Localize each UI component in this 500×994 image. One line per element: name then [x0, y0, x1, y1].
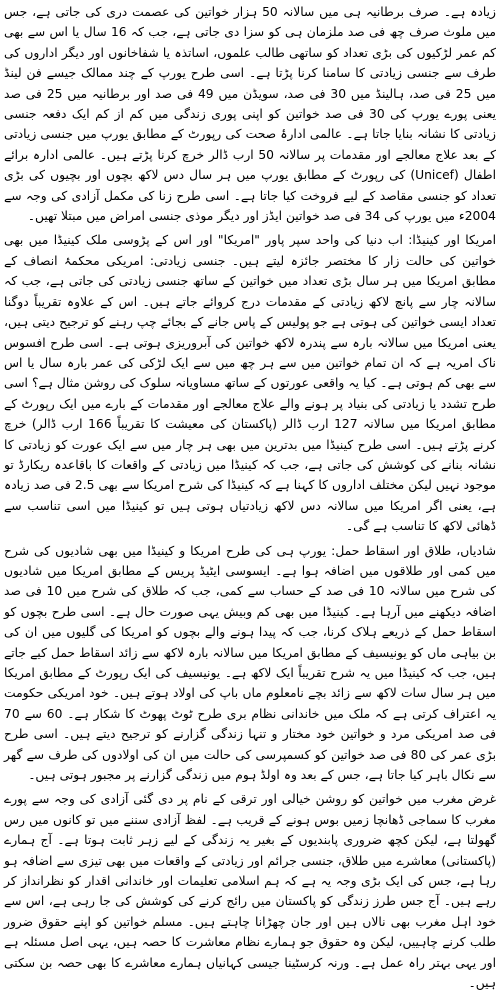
article-paragraph-conclusion: غرض مغرب میں خواتین کو روشن خیالی اور ترقی کے نام پر دی گئی آزادی کی وجہ سے پورے مغرب کا سماجی ڈھانچا زمیں بوس ہونے کے قریب ہے۔ لفظ آزادی سننے میں تو کانوں میں رس گھولتا ہے، لیکن کچھ ضروری پابندیوں کے بغیر یہ زندگی کے لیے زہر ثابت ہوتا ہے۔ آج ہمارے (پاکستانی) معاشرے میں طلاق، جنسی جرائم اور زیادتی کے واقعات میں بھی تیزی سے اضافہ ہو رہا ہے، جس کی ایک بڑی وجہ یہ ہے کہ ہم اسلامی تعلیمات اور خاندانی اقدار کو نظرانداز کر رہے ہیں۔ آج جس طرز زندگی کو پاکستان میں رائج کرنے کی کوشش کی جا رہی ہے، اس سے خود اہل مغرب بھی نالاں ہیں اور جان چھڑانا چاہتے ہیں۔ مسلم خواتین کو اپنے حقوق ضرور طلب کرنے چاہییں، لیکن وہ حقوق جو ہمارے نظام معاشرت کا حصہ ہیں، یہی اصل مسئلہ ہے اور یہی بہتر راہ عمل ہے۔ ورنہ کرسٹینا جیسی کہانیاں ہمارے معاشرے کا بھی حصہ بن سکتی ہیں۔ — [4, 792, 496, 991]
article-paragraph-europe-statistics: زیادہ ہے۔ صرف برطانیہ ہی میں سالانہ 50 ہزار خواتین کی عصمت دری کی جاتی ہے، جس میں ملوث صرف چھ فی صد ملزمان ہی کو سزا دی جاتی ہے، جب کہ 16 سال یا اس سے بھی کم عمر لڑکیوں کی بڑی تعداد کو ساتھی طالب علموں، اساتذہ یا شفاخانوں اور دیگر اداروں کی طرف سے جنسی زیادتی کا سامنا کرنا پڑتا ہے۔ اسی طرح یورپ کے چند ممالک جیسے فن لینڈ میں 25 فی صد، ہالینڈ میں 30 فی صد، سویڈن میں 49 فی صد اور برطانیہ میں 25 فی صد یعنی پورے یورپ کی 30 فی صد خواتین کو اپنی پوری زندگی میں کم از کم ایک دفعہ جنسی زیادتی کا نشانہ بنایا جاتا ہے۔ عالمی ادارۂ صحت کی رپورٹ کے مطابق یورپ میں جنسی زیادتی کے بعد علاج معالجے اور مقدمات پر سالانہ 50 ارب ڈالر خرچ کرنا پڑتے ہیں۔ عالمی ادارہ برائے اطفال (Unicef) کی رپورٹ کے مطابق یورپ میں ہر سال دس لاکھ بچوں اور بچیوں کی بڑی تعداد کو جنسی مقاصد کے لیے فروخت کیا جاتا ہے۔ اسی طرح زنا کی مکمل آزادی کی وجہ سے 2004ء میں یورپ کی 34 فی صد خواتین ایڈز اور دیگر موذی جنسی امراض میں مبتلا تھیں۔ — [4, 5, 496, 224]
article-paragraph-america-canada: امریکا اور کینیڈا: اب دنیا کی واحد سپر پاور "امریکا" اور اس کے پڑوسی ملک کینیڈا میں بھی خواتین کی حالت زار کا مختصر جائزہ لیتے ہیں۔ جنسی زیادتی: امریکی محکمۂ انصاف کے مطابق امریکا میں ہر سال بڑی تعداد میں خواتین کے ساتھ جنسی زیادتی کی جاتی ہے، جب کہ سالانہ چار سے پانچ لاکھ زیادتی کے مقدمات درج کروائے جاتے ہیں۔ اس کے علاوہ تقریباً دوگنا تعداد ایسی خواتین کی ہوتی ہے جو پولیس کے پاس جانے کے بجائے چپ رہنے کو ترجیح دیتی ہیں، یعنی امریکا میں سالانہ بارہ سے پندرہ لاکھ خواتین کی آبروریزی ہوتی ہے۔ اسی طرح افسوس ناک امریہ ہے کہ ان تمام خواتین میں سے ہر چھ میں سے ایک لڑکی کی عمر بارہ سال یا اس سے بھی کم ہوتی ہے۔ کیا یہ واقعی عورتوں کے ساتھ مساویانہ سلوک کی روشن مثال ہے؟ اسی طرح تشدد یا زیادتی کی بنیاد پر ہونے والے علاج معالجے اور مقدمات کے بارے میں ایک رپورٹ کے مطابق امریکا میں سالانہ 127 ارب ڈالر (پاکستان کی معیشت کا تقریباً 166 ارب ڈالر) خرچ کرنے پڑتے ہیں۔ اسی طرح کینیڈا میں بدترین میں بھی ہر چار میں سے ایک عورت کو زیادتی کا نشانہ بنانے کی کوشش کی جاتی ہے، جب کہ کینیڈا میں زیادتی کے واقعات کا باقاعدہ ریکارڈ تو موجود نہیں لیکن مختلف اداروں کا کہنا ہے کہ کینیڈا کی شرح امریکا سے بھی 2.5 فی صد زیادہ ہے، یعنی اگر امریکا میں سالانہ دس لاکھ زیادتیاں ہوتی ہیں تو کینیڈا میں اسی تناسب سے ڈھائی لاکھ کا تناسب ہے گی۔ — [4, 233, 496, 534]
article-paragraph-marriage-divorce: شادیاں، طلاق اور اسقاط حمل: یورپ ہی کی طرح امریکا و کینیڈا میں بھی شادیوں کی شرح میں کمی اور طلاقوں میں اضافہ ہوا ہے۔ ایسوسی ایٹیڈ پریس کے مطابق امریکا میں شادیوں کی شرح میں سالانہ 10 فی صد کے حساب سے کمی، جب کہ طلاق کی شرح میں 10 فی صد اضافہ دیکھنے میں آرہا ہے۔ کینیڈا میں بھی کم وبیش یہی صورت حال ہے۔ اسی طرح بچوں کو اسقاط حمل کے ذریعے ہلاک کرنا، جب کہ پیدا ہونے والے بچوں کو امریکا کی گلیوں میں ان کی بن بیاہی ماں کو یونیسیف کے مطابق امریکا میں سالانہ بارہ لاکھ سے زائد اسقاط حمل کیے جاتے ہیں، جب کہ کینیڈا میں یہ شرح تقریباً ایک لاکھ ہے۔ یونیسیف کی ایک رپورٹ کے مطابق امریکا میں ہر سال سات لاکھ سے زائد بچے نامعلوم ماں باپ کی اولاد ہوتے ہیں۔ خود امریکی حکومت یہ اعتراف کرتی ہے کہ ملک میں خاندانی نظام بری طرح ٹوٹ پھوٹ کا شکار ہے۔ 60 سے 70 فی صد امریکی مرد و خواتین خود مختار و تنہا زندگی گزارنے کو ترجیح دیتے ہیں۔ اسی طرح بڑی عمر کی 80 فی صد خواتین کو کسمپرسی کی حالت میں ان کی اولادوں کی طرف سے گھر سے نکال باہر کیا جاتا ہے، جس کے بعد وہ اولڈ ہوم میں زندگی گزارنے پر مجبور ہوتی ہیں۔ — [4, 543, 497, 783]
